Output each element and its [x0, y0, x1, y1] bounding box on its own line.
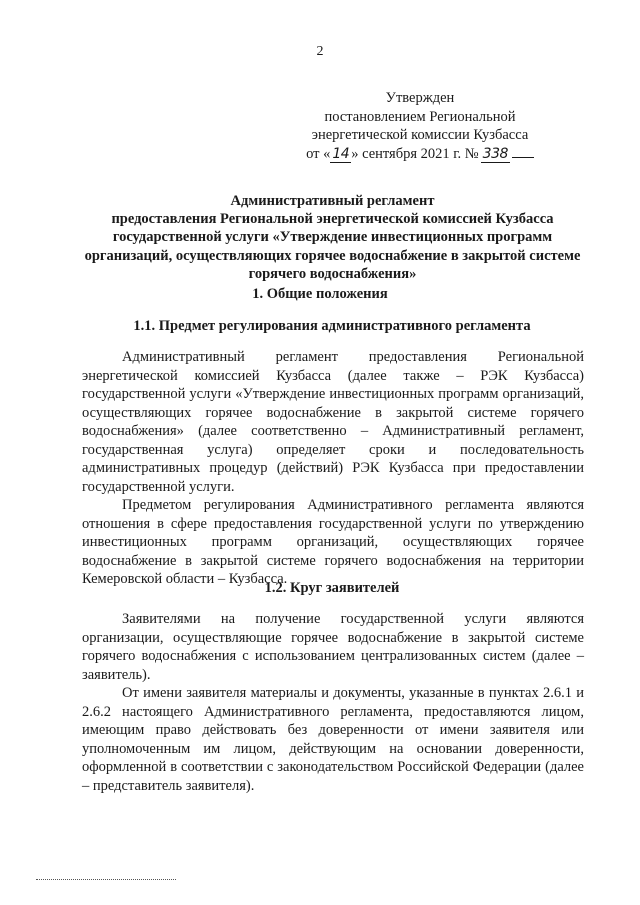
approval-date-line — [300, 145, 540, 164]
paragraph: Заявителями на получение государственной услуги являются организации, осуществляющие горячее водоснабжение в закрытой системе горячего водоснабжения с использованием централизованных систем (далее – заявитель). — [82, 611, 584, 683]
section-heading-general: 1. Общие положения — [252, 286, 388, 302]
title-line: горячего водоснабжения» — [248, 265, 417, 282]
document-title — [80, 192, 585, 283]
approval-line-approved: Утвержден — [385, 90, 455, 106]
date-middle: » сентября 2021 г. № — [351, 145, 479, 162]
section-heading-applicants: 1.2. Круг заявителей — [264, 580, 400, 596]
paragraph: Предметом регулирования Административного регламента являются отношения в сфере предоставления государственной услуги по утверждению инвестиционных программ организаций, осуществляющих горячее водоснабжение в закрытой системе горячего водоснабжения на территории Кемеровской области – Кузбасса. — [82, 497, 584, 587]
title-line: организаций, осуществляющих горячее водоснабжение в закрытой системе — [84, 247, 581, 264]
title-line: предоставления Региональной энергетической комиссией Кузбасса — [111, 211, 554, 228]
page-number: 2 — [316, 44, 324, 59]
applicants-text — [82, 610, 584, 795]
title-line: Административный регламент — [230, 193, 435, 209]
handwritten-day: 14 — [332, 145, 350, 162]
approval-line-commission: энергетической комиссии Кузбасса — [311, 127, 529, 143]
underline-tail — [512, 157, 534, 158]
section-heading-subject: 1.1. Предмет регулирования административного регламента — [133, 318, 531, 334]
date-prefix: от « — [306, 145, 331, 162]
subject-text — [82, 348, 584, 589]
handwritten-number: 338 — [482, 145, 508, 162]
paragraph: Административный регламент предоставления Региональной энергетической комиссией Кузбасса (далее также – РЭК Кузбасса) государственной услуги «Утверждение инвестиционных программ организаций, осуществляющих горячее водоснабжение в закрытой системе горячего водоснабжения» (далее соответственно – Административный регламент, государственная услуга) определяет сроки и последовательность административных процедур (действий) РЭК Кузбасса при предоставлении государственной услуги. — [82, 349, 584, 495]
footnote-divider — [36, 879, 176, 880]
approval-line-resolution: постановлением Региональной — [324, 108, 516, 125]
title-line: государственной услуги «Утверждение инвестиционных программ — [112, 229, 553, 246]
approval-stamp — [300, 89, 540, 163]
paragraph: От имени заявителя материалы и документы, указанные в пунктах 2.6.1 и 2.6.2 настоящего Административного регламента, предоставляются лицом, имеющим право действовать без доверенности от имени заявителя или уполномоченным им лицом, действующим на основании доверенности, оформленной в соответствии с законодательством Российской Федерации (далее – представитель заявителя). — [82, 685, 584, 794]
